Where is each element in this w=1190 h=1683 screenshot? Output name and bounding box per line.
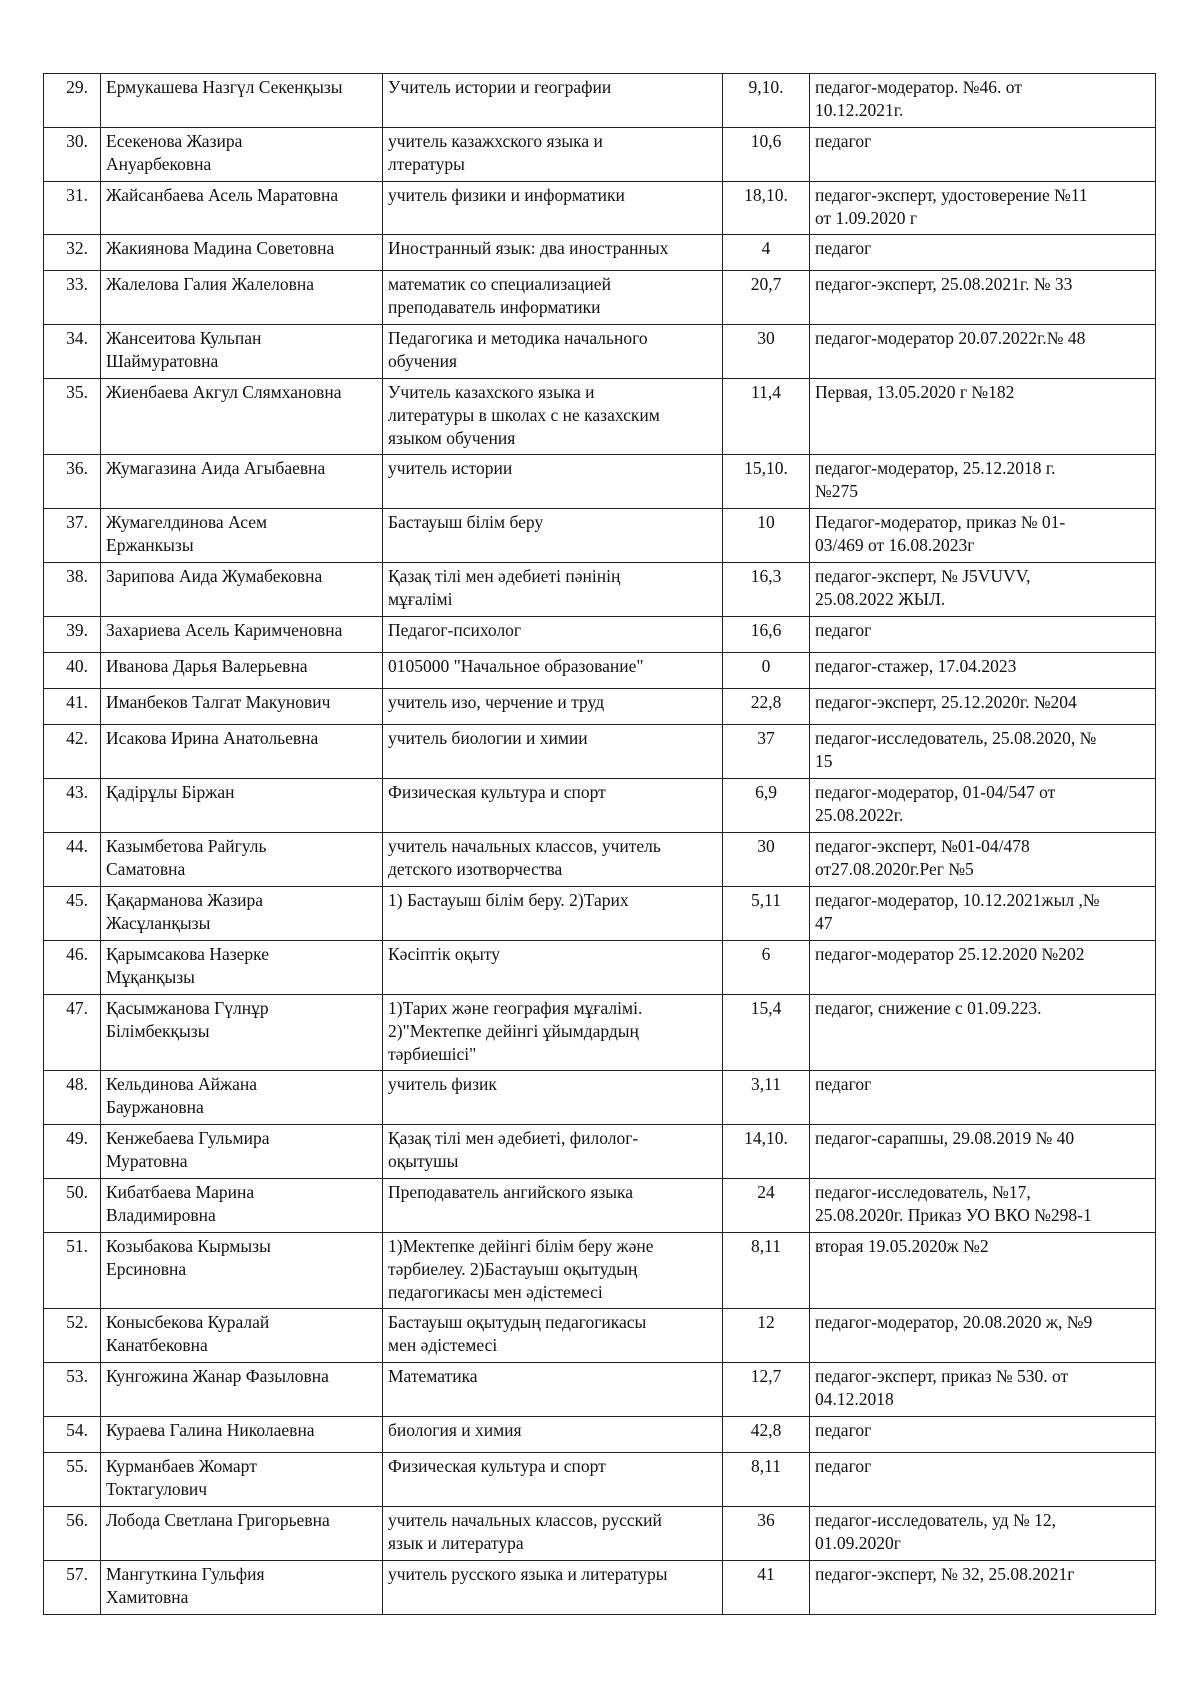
teacher-name-cell: Захариева Асель Каримченовна [101,617,383,653]
table-row [44,509,1156,563]
table-row [44,833,1156,887]
row-number-cell: 31. [44,182,101,235]
table-row [44,779,1156,833]
experience-cell: 4 [723,235,810,271]
row-number-cell: 55. [44,1453,101,1507]
teacher-name-cell: Мангуткина Гульфия Хамитовна [101,1561,383,1615]
experience-cell: 16,3 [723,563,810,617]
specialty-cell: биология и химия [383,1417,723,1453]
experience-cell: 22,8 [723,689,810,725]
specialty-cell: учитель биологии и химии [383,725,723,779]
experience-cell: 6 [723,941,810,995]
table-row [44,689,1156,725]
experience-cell: 12,7 [723,1363,810,1417]
experience-cell: 24 [723,1179,810,1233]
experience-cell: 6,9 [723,779,810,833]
qualification-category-cell: педагог-сарапшы, 29.08.2019 № 40 [810,1125,1156,1179]
row-number-cell: 38. [44,563,101,617]
teacher-name-cell: Кунгожина Жанар Фазыловна [101,1363,383,1417]
row-number-cell: 49. [44,1125,101,1179]
qualification-category-cell: педагог-модератор, 25.12.2018 г. №275 [810,455,1156,509]
row-number-cell: 48. [44,1071,101,1125]
specialty-cell: учитель истории [383,455,723,509]
teacher-name-cell: Есекенова Жазира Ануарбековна [101,128,383,182]
table-row [44,235,1156,271]
specialty-cell: Қазақ тілі мен әдебиеті, филолог- оқытушы [383,1125,723,1179]
specialty-cell: 1)Тарих және география мұғалімі. 2)"Мектепке дейінгі ұйымдардың тәрбиешісі" [383,995,723,1071]
row-number-cell: 36. [44,455,101,509]
teacher-name-cell: Кельдинова Айжана Бауржановна [101,1071,383,1125]
row-number-cell: 47. [44,995,101,1071]
experience-cell: 18,10. [723,182,810,235]
teacher-name-cell: Исакова Ирина Анатольевна [101,725,383,779]
specialty-cell: Бастауыш білім беру [383,509,723,563]
experience-cell: 16,6 [723,617,810,653]
row-number-cell: 41. [44,689,101,725]
table-row [44,1071,1156,1125]
specialty-cell: математик со специализацией преподаватель информатики [383,271,723,325]
experience-cell: 15,10. [723,455,810,509]
table-row [44,1417,1156,1453]
row-number-cell: 52. [44,1309,101,1363]
specialty-cell: учитель физики и информатики [383,182,723,235]
teacher-name-cell: Зарипова Аида Жумабековна [101,563,383,617]
row-number-cell: 53. [44,1363,101,1417]
row-number-cell: 50. [44,1179,101,1233]
row-number-cell: 57. [44,1561,101,1615]
qualification-category-cell: педагог-исследователь, 25.08.2020, № 15 [810,725,1156,779]
teacher-name-cell: Ермукашева Назгүл Секенқызы [101,74,383,128]
table-row [44,325,1156,379]
qualification-category-cell: педагог-модератор. №46. от 10.12.2021г. [810,74,1156,128]
specialty-cell: учитель русского языка и литературы [383,1561,723,1615]
teacher-name-cell: Жакиянова Мадина Советовна [101,235,383,271]
qualification-category-cell: педагог-стажер, 17.04.2023 [810,653,1156,689]
specialty-cell: Кәсіптік оқыту [383,941,723,995]
experience-cell: 0 [723,653,810,689]
specialty-cell: Иностранный язык: два иностранных [383,235,723,271]
qualification-category-cell: педагог-эксперт, приказ № 530. от 04.12.2018 [810,1363,1156,1417]
row-number-cell: 30. [44,128,101,182]
qualification-category-cell: педагог-модератор, 10.12.2021жыл ,№ 47 [810,887,1156,941]
teacher-name-cell: Жумагазина Аида Агыбаевна [101,455,383,509]
qualification-category-cell: педагог [810,1453,1156,1507]
row-number-cell: 39. [44,617,101,653]
teacher-name-cell: Курманбаев Жомарт Токтагулович [101,1453,383,1507]
teacher-name-cell: Қасымжанова Гүлнұр Білімбекқызы [101,995,383,1071]
table-row [44,128,1156,182]
experience-cell: 10,6 [723,128,810,182]
qualification-category-cell: педагог-модератор 25.12.2020 №202 [810,941,1156,995]
specialty-cell: Учитель истории и географии [383,74,723,128]
experience-cell: 8,11 [723,1233,810,1309]
experience-cell: 41 [723,1561,810,1615]
row-number-cell: 51. [44,1233,101,1309]
table-row [44,271,1156,325]
qualification-category-cell: педагог [810,617,1156,653]
table-row [44,1125,1156,1179]
experience-cell: 10 [723,509,810,563]
qualification-category-cell: педагог-исследователь, №17, 25.08.2020г. Приказ УО ВКО №298-1 [810,1179,1156,1233]
row-number-cell: 42. [44,725,101,779]
teacher-name-cell: Қадірұлы Біржан [101,779,383,833]
row-number-cell: 46. [44,941,101,995]
row-number-cell: 37. [44,509,101,563]
row-number-cell: 44. [44,833,101,887]
row-number-cell: 35. [44,379,101,455]
teacher-name-cell: Жайсанбаева Асель Маратовна [101,182,383,235]
table-row [44,379,1156,455]
specialty-cell: Преподаватель ангийского языка [383,1179,723,1233]
table-row [44,1363,1156,1417]
experience-cell: 36 [723,1507,810,1561]
teacher-name-cell: Жансеитова Кульпан Шаймуратовна [101,325,383,379]
qualification-category-cell: педагог [810,1417,1156,1453]
teacher-name-cell: Қақарманова Жазира Жасұланқызы [101,887,383,941]
experience-cell: 8,11 [723,1453,810,1507]
specialty-cell: Физическая культура и спорт [383,1453,723,1507]
specialty-cell: 0105000 "Начальное образование" [383,653,723,689]
qualification-category-cell: педагог [810,1071,1156,1125]
qualification-category-cell: педагог-модератор 20.07.2022г.№ 48 [810,325,1156,379]
table-row [44,941,1156,995]
table-row [44,1453,1156,1507]
staff-table-body [44,74,1156,1615]
table-row [44,182,1156,235]
qualification-category-cell: педагог-эксперт, 25.08.2021г. № 33 [810,271,1156,325]
table-row [44,887,1156,941]
qualification-category-cell: педагог-модератор, 01-04/547 от 25.08.2022г. [810,779,1156,833]
teacher-name-cell: Конысбекова Куралай Канатбековна [101,1309,383,1363]
experience-cell: 3,11 [723,1071,810,1125]
teacher-name-cell: Лобода Светлана Григорьевна [101,1507,383,1561]
row-number-cell: 54. [44,1417,101,1453]
table-row [44,1233,1156,1309]
qualification-category-cell: педагог-эксперт, № J5VUVV, 25.08.2022 ЖЫЛ. [810,563,1156,617]
teacher-name-cell: Жумагелдинова Асем Ержанкызы [101,509,383,563]
teacher-name-cell: Иванова Дарья Валерьевна [101,653,383,689]
table-row [44,725,1156,779]
experience-cell: 14,10. [723,1125,810,1179]
qualification-category-cell: педагог-эксперт, 25.12.2020г. №204 [810,689,1156,725]
teacher-name-cell: Кураева Галина Николаевна [101,1417,383,1453]
row-number-cell: 29. [44,74,101,128]
specialty-cell: Математика [383,1363,723,1417]
specialty-cell: Учитель казахского языка и литературы в школах с не казахским языком обучения [383,379,723,455]
table-row [44,653,1156,689]
teacher-name-cell: Кенжебаева Гульмира Муратовна [101,1125,383,1179]
table-row [44,563,1156,617]
table-row [44,1309,1156,1363]
table-row [44,74,1156,128]
experience-cell: 42,8 [723,1417,810,1453]
qualification-category-cell: педагог-эксперт, удостоверение №11 от 1.09.2020 г [810,182,1156,235]
specialty-cell: 1)Мектепке дейінгі білім беру және тәрбиелеу. 2)Бастауыш оқытудың педагогикасы мен әдістемесі [383,1233,723,1309]
qualification-category-cell: Педагог-модератор, приказ № 01- 03/469 от 16.08.2023г [810,509,1156,563]
teacher-name-cell: Жиенбаева Акгул Слямхановна [101,379,383,455]
specialty-cell: Қазақ тілі мен әдебиеті пәнінің мұғалімі [383,563,723,617]
experience-cell: 9,10. [723,74,810,128]
teacher-name-cell: Иманбеков Талгат Макунович [101,689,383,725]
row-number-cell: 56. [44,1507,101,1561]
table-row [44,455,1156,509]
teacher-name-cell: Казымбетова Райгуль Саматовна [101,833,383,887]
row-number-cell: 34. [44,325,101,379]
specialty-cell: учитель начальных классов, учитель детского изотворчества [383,833,723,887]
qualification-category-cell: вторая 19.05.2020ж №2 [810,1233,1156,1309]
qualification-category-cell: педагог [810,235,1156,271]
teacher-name-cell: Қарымсакова Назерке Мұқанқызы [101,941,383,995]
experience-cell: 5,11 [723,887,810,941]
specialty-cell: 1) Бастауыш білім беру. 2)Тарих [383,887,723,941]
qualification-category-cell: Первая, 13.05.2020 г №182 [810,379,1156,455]
specialty-cell: Бастауыш оқытудың педагогикасы мен әдістемесі [383,1309,723,1363]
qualification-category-cell: педагог-модератор, 20.08.2020 ж, №9 [810,1309,1156,1363]
specialty-cell: учитель начальных классов, русский язык и литература [383,1507,723,1561]
specialty-cell: учитель физик [383,1071,723,1125]
table-row [44,617,1156,653]
qualification-category-cell: педагог [810,128,1156,182]
qualification-category-cell: педагог-исследователь, уд № 12, 01.09.2020г [810,1507,1156,1561]
specialty-cell: Педагог-психолог [383,617,723,653]
experience-cell: 12 [723,1309,810,1363]
specialty-cell: учитель изо, черчение и труд [383,689,723,725]
row-number-cell: 43. [44,779,101,833]
specialty-cell: учитель казажхского языка и лтературы [383,128,723,182]
experience-cell: 37 [723,725,810,779]
table-row [44,1561,1156,1615]
table-row [44,1179,1156,1233]
experience-cell: 30 [723,833,810,887]
specialty-cell: Педагогика и методика начального обучения [383,325,723,379]
row-number-cell: 45. [44,887,101,941]
row-number-cell: 40. [44,653,101,689]
teacher-name-cell: Кибатбаева Марина Владимировна [101,1179,383,1233]
row-number-cell: 32. [44,235,101,271]
qualification-category-cell: педагог-эксперт, №01-04/478 от27.08.2020г.Рег №5 [810,833,1156,887]
specialty-cell: Физическая культура и спорт [383,779,723,833]
row-number-cell: 33. [44,271,101,325]
staff-table [43,73,1156,1615]
experience-cell: 15,4 [723,995,810,1071]
qualification-category-cell: педагог-эксперт, № 32, 25.08.2021г [810,1561,1156,1615]
experience-cell: 30 [723,325,810,379]
table-row [44,995,1156,1071]
experience-cell: 20,7 [723,271,810,325]
table-row [44,1507,1156,1561]
qualification-category-cell: педагог, снижение с 01.09.223. [810,995,1156,1071]
experience-cell: 11,4 [723,379,810,455]
teacher-name-cell: Козыбакова Кырмызы Ерсиновна [101,1233,383,1309]
teacher-name-cell: Жалелова Галия Жалеловна [101,271,383,325]
